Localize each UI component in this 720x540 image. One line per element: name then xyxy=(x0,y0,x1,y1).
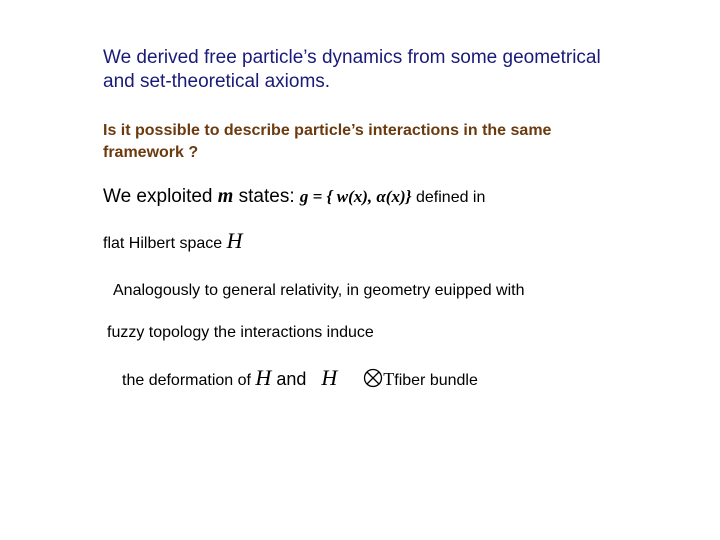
hilbert-symbol-1: H xyxy=(255,365,272,390)
title-line-1: We derived free particle’s dynamics from some geometrical xyxy=(103,47,601,68)
slide-title xyxy=(103,46,601,94)
question-line-1: Is it possible to describe particle’s interactions in the same xyxy=(103,122,552,139)
hilbert-line xyxy=(103,230,243,255)
tensor-product-icon xyxy=(363,368,383,396)
states-prefix: We exploited xyxy=(103,186,218,207)
fuzzy-line: fuzzy topology the interactions induce xyxy=(107,324,374,341)
hilbert-symbol-2: H xyxy=(321,365,338,390)
question-text xyxy=(103,120,551,164)
question-line-2: framework ? xyxy=(103,144,199,161)
m-symbol: m xyxy=(217,185,234,207)
analogy-line: Analogously to general relativity, in geometry euipped with xyxy=(113,282,525,299)
and-text: and xyxy=(271,369,312,389)
deformation-suffix: fiber bundle xyxy=(394,372,478,389)
states-formula: g = { w(x), α(x)} xyxy=(299,187,412,206)
tangent-symbol: T xyxy=(383,369,395,389)
states-suffix: defined in xyxy=(411,189,486,206)
deformation-prefix: the deformation of xyxy=(122,372,256,389)
title-line-2: and set-theoretical axioms. xyxy=(103,71,331,92)
states-line xyxy=(103,184,485,210)
deformation-line xyxy=(122,366,478,396)
states-middle: states: xyxy=(233,186,300,207)
hilbert-symbol: H xyxy=(226,228,243,253)
hilbert-text: flat Hilbert space xyxy=(103,235,227,252)
